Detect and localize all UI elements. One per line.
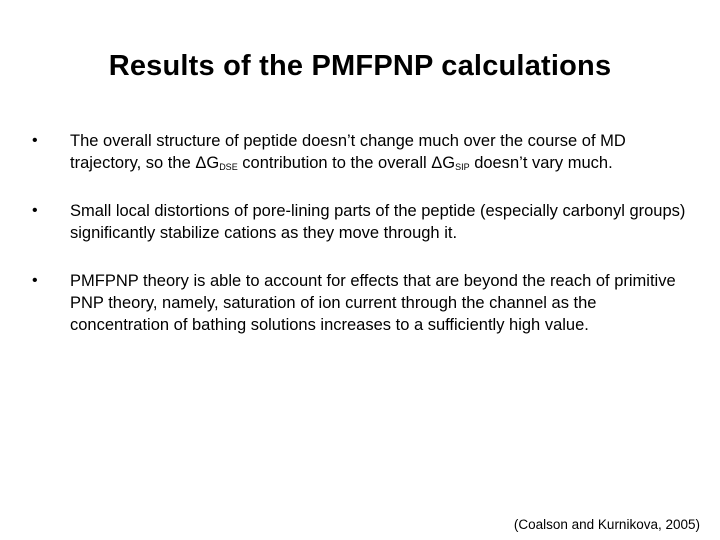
subscript-sip: SIP: [455, 162, 470, 172]
bullet-marker: •: [32, 272, 38, 289]
bullet-text: PMFPNP theory is able to account for effects that are beyond the reach of primitive PNP theory, namely, saturation of ion current through the channel as the concentration of bathing solutions increases to a sufficiently high value.: [70, 272, 676, 334]
bullet-list: [30, 130, 690, 362]
subscript-dse: DSE: [219, 162, 238, 172]
citation: (Coalson and Kurnikova, 2005): [513, 517, 700, 532]
bullet-text: Small local distortions of pore-lining parts of the peptide (especially carbonyl groups) significantly stabilize cations as they move through it.: [70, 202, 686, 242]
bullet-item-pmfpnp-theory: [30, 270, 690, 336]
bullet-item-distortions: [30, 200, 690, 244]
bullet-marker: •: [32, 132, 38, 149]
bullet-marker: •: [32, 202, 38, 219]
bullet-text-part: The overall structure of peptide doesn’t change much over the course of MD trajectory, so the ΔG: [70, 132, 626, 172]
bullet-item-structure: [30, 130, 690, 174]
slide-title: Results of the PMFPNP calculations: [108, 50, 612, 82]
bullet-text-part: doesn’t vary much.: [469, 154, 613, 172]
bullet-text-part: contribution to the overall ΔG: [237, 154, 456, 172]
